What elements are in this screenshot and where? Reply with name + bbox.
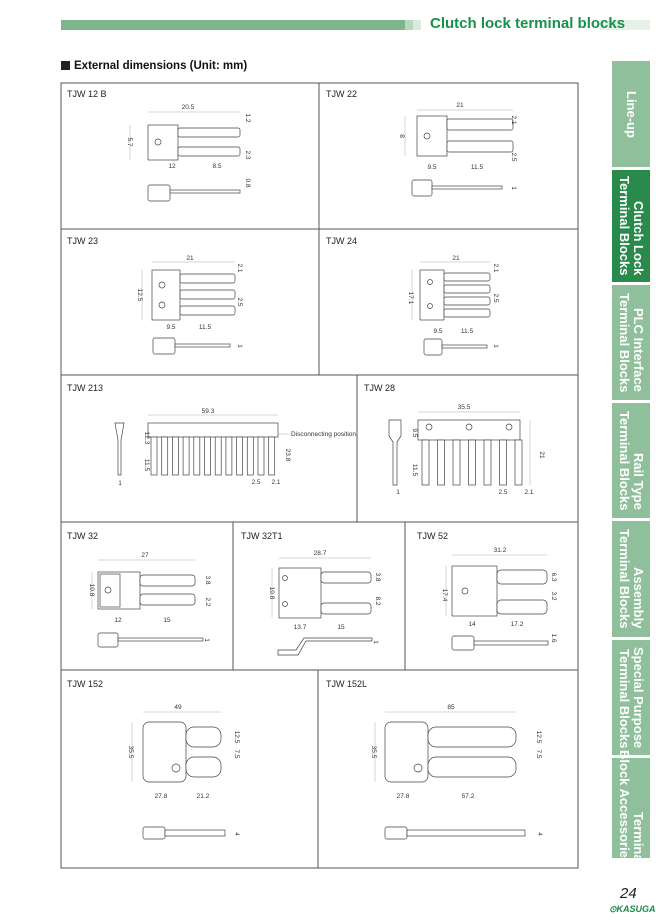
dimension-label: 28.7 [313, 550, 327, 557]
page-title: Clutch lock terminal blocks [430, 15, 626, 32]
panel-title: TJW 213 [67, 383, 104, 393]
dimension-label: Disconnecting position [291, 431, 357, 438]
dimension-label: 17.1 [407, 291, 414, 305]
dimension-label: 0.8 [244, 178, 251, 188]
terminal-pin [258, 437, 264, 475]
dimension-label: 11.5 [411, 463, 418, 477]
dimension-label: 57.2 [461, 793, 475, 800]
dimension-label: 12 [168, 163, 176, 170]
terminal-pin [215, 437, 221, 475]
dimension-label: 12.5 [535, 730, 542, 744]
drawing-tjw152 [132, 712, 225, 839]
terminal-pin [469, 440, 476, 485]
dimension-label: 17.2 [510, 621, 524, 628]
dimension-label: 23.8 [284, 448, 291, 462]
dimension-label: 6.3 [550, 572, 557, 582]
section-heading-text: External dimensions (Unit: mm) [74, 60, 248, 72]
dimension-label: 2.5 [498, 489, 508, 496]
terminal-pin [500, 440, 507, 485]
terminal-pin [172, 437, 178, 475]
dimension-label: 9.5 [427, 164, 437, 171]
panel-title: TJW 23 [67, 236, 99, 246]
dimension-label: 35.5 [370, 745, 377, 759]
dimension-label: 3.8 [374, 572, 381, 582]
drawing-tjw22 [405, 110, 513, 196]
dimension-label: 21 [452, 255, 460, 262]
panel-title: TJW 32 [67, 531, 99, 541]
dimension-label: 12 [114, 617, 122, 624]
terminal-pin [438, 440, 445, 485]
dimension-label: 12.5 [233, 730, 240, 744]
panel-title: TJW 22 [326, 89, 358, 99]
dimension-label: 2.1 [524, 489, 534, 496]
dimension-label: 1 [492, 344, 499, 348]
dimension-label: 1 [236, 344, 243, 348]
dimension-label: 21 [186, 255, 194, 262]
drawing-tjw152l [375, 712, 525, 839]
tab-label: Terminal Block Accessories [617, 750, 646, 866]
panel-title: TJW 28 [364, 383, 396, 393]
terminal-pin [422, 440, 429, 485]
dimension-label: 21.2 [196, 793, 210, 800]
dimension-label: 7.5 [535, 749, 542, 759]
terminal-pin [205, 437, 211, 475]
dimension-label: 2.1 [236, 263, 243, 273]
tab-label: PLC Interface Terminal Blocks [617, 292, 646, 393]
dimension-label: 59.3 [201, 408, 215, 415]
terminal-pin [453, 440, 460, 485]
dimension-label: 7.5 [233, 749, 240, 759]
terminal-pin [183, 437, 189, 475]
dimension-label: 2.5 [510, 152, 517, 162]
dimension-label: 2.2 [204, 597, 211, 607]
dimension-label: 8.5 [212, 163, 222, 170]
terminal-pin [269, 437, 275, 475]
dimension-label: 5.7 [126, 137, 133, 147]
dimension-label: 1.6 [550, 633, 557, 643]
drawing-tjw28 [389, 412, 530, 485]
terminal-pin [247, 437, 253, 475]
dimension-label: 15 [337, 624, 345, 631]
dimension-label: 35.5 [457, 404, 471, 411]
dimension-label: 9.5 [433, 328, 443, 335]
drawing-tjw32t1 [272, 558, 372, 655]
dimension-label: 8 [398, 134, 405, 138]
dimension-label: 11.5 [143, 458, 150, 472]
terminal-pin [162, 437, 168, 475]
dimension-label: 35.5 [127, 745, 134, 759]
dimension-label: 1 [118, 480, 122, 487]
dimension-label: 11.5 [198, 324, 212, 331]
terminal-pin [515, 440, 522, 485]
dimension-label: 49 [174, 704, 182, 711]
tab-label: Special Purpose Terminal Blocks [617, 646, 646, 749]
dimension-label: 11.5 [460, 328, 474, 335]
tab-label: Assembly Terminal Blocks [617, 529, 646, 629]
dimension-label: 2.1 [510, 115, 517, 125]
dimension-label: 1 [510, 186, 517, 190]
brand-logo: ⊙KASUGA [609, 904, 656, 914]
dimension-label: 1 [372, 640, 379, 644]
terminal-pin [194, 437, 200, 475]
panel-title: TJW 32T1 [241, 531, 283, 541]
dimension-label: 2.3 [244, 150, 251, 160]
drawing-tjw213 [115, 415, 290, 475]
panel-title: TJW 152 [67, 679, 104, 689]
drawing-tjw12b [130, 112, 240, 201]
dimension-label: 3.2 [550, 591, 557, 601]
dimension-label: 12.5 [136, 288, 143, 302]
dimension-label: 2.5 [236, 297, 243, 307]
dimension-label: 21 [538, 451, 545, 459]
drawing-tjw24 [412, 262, 490, 355]
dimension-label: 27.8 [396, 793, 410, 800]
drawing-tjw23 [142, 262, 235, 354]
terminal-pin [226, 437, 232, 475]
brand-name: KASUGA [616, 904, 656, 914]
dimension-label: 20.5 [181, 104, 195, 111]
dimension-label: 15 [163, 617, 171, 624]
panel-title: TJW 52 [417, 531, 449, 541]
dimension-label: 1 [396, 489, 400, 496]
dimension-label: 8.2 [374, 596, 381, 606]
dimension-label: 21 [456, 102, 464, 109]
panel-title: TJW 152L [326, 679, 368, 689]
drawing-tjw32 [92, 560, 203, 647]
tab-label: Line-up [624, 90, 639, 138]
dimension-label: 2.1 [492, 263, 499, 273]
terminal-pin [237, 437, 243, 475]
panel-title: TJW 24 [326, 236, 358, 246]
dimension-label: 11.5 [470, 164, 484, 171]
dimension-label: 10.8 [88, 583, 95, 597]
dimension-label: 85 [447, 704, 455, 711]
dimension-label: 27.8 [154, 793, 168, 800]
terminal-pin [151, 437, 157, 475]
dimension-label: 27 [141, 552, 149, 559]
dimension-label: 31.2 [493, 547, 507, 554]
tab-label: Clutch Lock Terminal Blocks [617, 176, 646, 276]
dimension-label: 4 [536, 832, 543, 836]
dimension-label: 14 [468, 621, 476, 628]
dimension-label: 2.5 [492, 293, 499, 303]
dimension-label: 2.1 [271, 479, 281, 486]
dimension-label: 13.7 [293, 624, 307, 631]
dimension-label: 1.2 [244, 113, 251, 123]
drawing-tjw52 [446, 555, 548, 650]
tab-label: Rail Type Terminal Blocks [617, 410, 646, 511]
dimension-label: 4 [233, 832, 240, 836]
dimension-label: 3.8 [204, 575, 211, 585]
page-number: 24 [620, 885, 637, 902]
dimension-label: 9.5 [166, 324, 176, 331]
dimension-label: 1 [203, 638, 210, 642]
dimension-label: 9.5 [411, 428, 418, 438]
dimension-label: 2.5 [251, 479, 261, 486]
dimension-label: 10.8 [268, 586, 275, 600]
terminal-pin [484, 440, 491, 485]
dimension-label: 17.4 [441, 588, 448, 602]
panel-title: TJW 12 B [67, 89, 107, 99]
dimension-label: 12.3 [143, 431, 150, 445]
